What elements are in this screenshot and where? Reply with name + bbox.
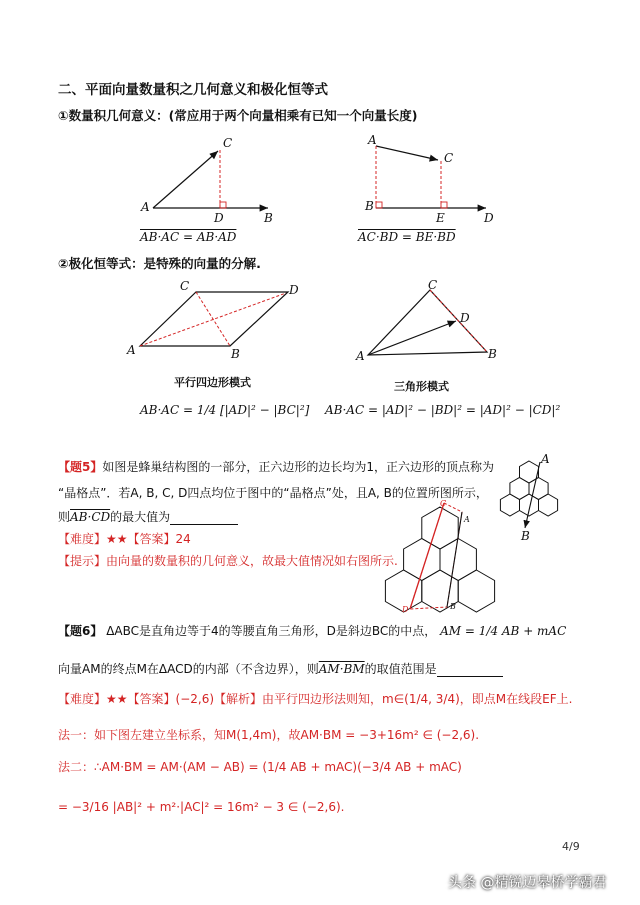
point-d-label: D [214, 211, 224, 225]
q5-max-quad [410, 503, 462, 609]
honeycomb-cell [458, 570, 494, 612]
point-b-label: B [264, 211, 273, 225]
point-c-label-3: C [180, 279, 190, 293]
point-d-label-2: D [484, 211, 494, 225]
point-e-label-2: E [436, 211, 445, 225]
point-d-label-3: D [289, 283, 299, 297]
section-title: 二、平面向量数量积之几何意义和极化恒等式 [58, 82, 328, 98]
q6-answer-blank[interactable] [437, 664, 503, 677]
page-number: 4/9 [562, 840, 580, 853]
q6-expr-1: AM = 1/4 AB + mAC [440, 624, 567, 638]
q6-line-2 [58, 660, 503, 677]
q6-answer: 【难度】★★【答案】(−2,6)【解析】由平行四边形法则知，m∈(1/4, 3/4)，即点M在线段EF上. [58, 692, 573, 706]
q5-line-2: “晶格点”．若A, B, C, D四点均位于图中的“晶格点”处，且A, B的位置所图所示， [58, 486, 488, 500]
q5-large-label-c: C [440, 499, 447, 508]
q5-small-label-a: A [541, 452, 550, 466]
point-c-label-2: C [444, 151, 454, 165]
q6-method-1: 法一：如下图左建立坐标系，知M(1,4m)，故AM·BM = −3+16m² ∈ (−2,6). [58, 728, 480, 742]
point-d-label-4: D [460, 311, 470, 325]
q6-text-2: 向量AM的终点M在ΔACD的内部（不含边界），则 [58, 662, 319, 676]
formula-projection-2: AC·BD = BE·BD [358, 230, 456, 244]
point-a-label-3: A [127, 343, 136, 357]
formula-triangle: AB·AC = |AD|² − |BD|² = |AD|² − |CD|² [325, 403, 561, 417]
q5-small-label-b: B [521, 529, 530, 543]
parallelogram-caption: 平行四边形模式 [174, 376, 251, 389]
q6-tag: 【题6】 [58, 624, 103, 638]
q5-hint: 【提示】由向量的数量积的几何意义，故最大值情况如右图所示. [58, 554, 398, 568]
q5-large-label-d: D [402, 605, 409, 614]
watermark: 头条 @精锐迈皋桥学霸君 [448, 875, 607, 891]
point-a-label-2: A [368, 133, 377, 147]
point-b-label-2: B [365, 199, 374, 213]
point-c-label-4: C [428, 278, 438, 292]
q5-vector-ab-large [447, 512, 462, 607]
q5-tag: 【题5】 [58, 460, 103, 474]
point-b-label-3: B [231, 347, 240, 361]
honeycomb-cell [422, 507, 458, 549]
q6-line-1 [58, 622, 566, 639]
q5-text-pre: 则 [58, 510, 71, 524]
triangle-caption: 三角形模式 [394, 380, 449, 393]
q5-text-1: 如图是蜂巢结构图的一部分，正六边形的边长均为1，正六边形的顶点称为 [102, 460, 494, 474]
point-a-label-4: A [356, 349, 365, 363]
point-2-heading: ②极化恒等式：是特殊的向量的分解. [58, 256, 261, 271]
q6-expr-2: AM·BM [318, 662, 365, 676]
q6-method-2-cont: = −3/16 |AB|² + m²·|AC|² = 16m² − 3 ∈ (−2,6). [58, 800, 345, 814]
q6-text-1: ΔABC是直角边等于4的等腰直角三角形，D是斜边BC的中点， [106, 624, 437, 638]
q5-expr: AB·CD [70, 510, 111, 524]
point-c-label: C [223, 136, 233, 150]
point-b-label-4: B [488, 347, 497, 361]
q5-large-label-b: B [450, 602, 456, 611]
point-1-heading: ①数量积几何意义：(常应用于两个向量相乘有已知一个向量长度) [58, 108, 418, 123]
q5-large-label-a: A [464, 515, 470, 524]
q5-text-post: 的最大值为 [110, 510, 171, 524]
q5-answer: 【难度】★★【答案】24 [58, 532, 191, 546]
q6-method-2: 法二：∴AM·BM = AM·(AM − AB) = (1/4 AB + mAC)(−3/4 AB + mAC) [58, 760, 462, 774]
q6-text-2b: 的取值范围是 [364, 662, 437, 676]
formula-parallelogram: AB·AC = 1/4 [|AD|² − |BC|²] [140, 403, 310, 417]
point-a-label: A [141, 200, 150, 214]
q5-vector-cd [410, 503, 444, 609]
honeycomb-cell [440, 539, 476, 581]
formula-projection-1: AB·AC = AB·AD [140, 230, 237, 244]
